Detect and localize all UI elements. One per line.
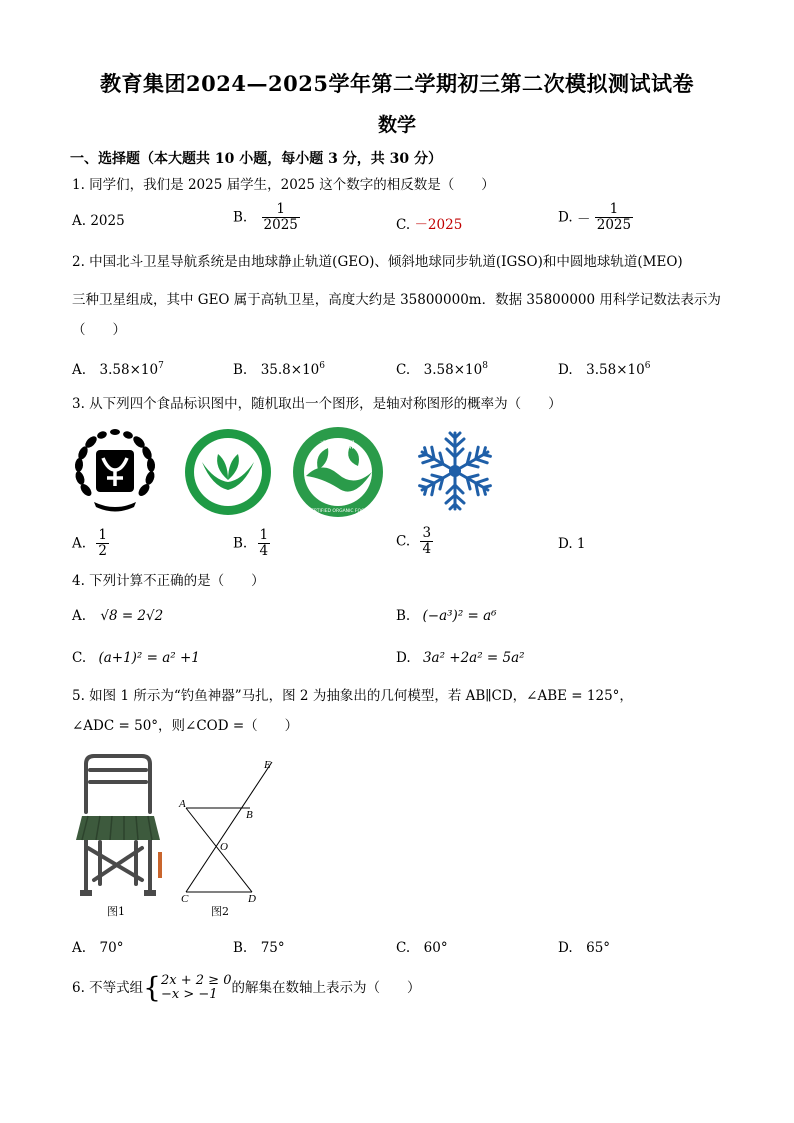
q5-option-b: B. 75°: [233, 940, 285, 956]
brace-symbol: {: [143, 971, 161, 1004]
denominator: 2025: [263, 217, 298, 233]
q2-option-c: [396, 358, 488, 378]
organic-logo-text: 有机食品: [319, 441, 357, 451]
numerator: 1: [98, 527, 107, 543]
question-5-line2: ∠ADC = 50°，则∠COD =（ ）: [72, 718, 299, 734]
q3-option-c: [396, 526, 433, 557]
option-text: B. 35.8×10: [233, 362, 320, 378]
option-text: D. 3.58×10: [558, 362, 645, 378]
denominator: 2025: [596, 217, 632, 233]
q4-option-b: [396, 608, 497, 624]
q2-option-a: [72, 358, 164, 378]
question-6-stem: [72, 971, 421, 1004]
fraction: [262, 202, 300, 233]
point-label-e: E: [264, 759, 271, 771]
food-logo-wreath-icon: [72, 428, 158, 514]
folding-stool-photo-icon: [72, 752, 164, 902]
q3-option-d: D. 1: [558, 536, 586, 552]
option-label: C.: [396, 217, 411, 233]
option-label: C.: [396, 533, 411, 550]
option-label: D.: [396, 650, 411, 666]
exponent: 7: [158, 361, 164, 371]
option-text: A. 3.58×10: [72, 362, 159, 378]
numerator: 1: [259, 527, 269, 543]
organic-food-logo-icon: [292, 426, 384, 518]
exponent: 6: [319, 361, 325, 371]
q1-option-d: [558, 202, 633, 233]
q1-option-c: [396, 213, 462, 233]
subject-title: 数学: [377, 114, 416, 136]
question-2-line3: （ ）: [72, 322, 126, 338]
geometry-figure-2: [172, 752, 282, 904]
numerator: 1: [262, 202, 300, 218]
question-2-line1: 2. 中国北斗卫星导航系统是由地球静止轨道(GEO)、倾斜地球同步轨道(IGSO)和中圆地球轨道(MEO): [72, 254, 683, 270]
q5-option-a: A. 70°: [72, 940, 124, 956]
option-label: B.: [233, 535, 248, 552]
q2-option-d: [558, 358, 650, 378]
section-heading: 一、选择题（本大题共 10 小题，每小题 3 分，共 30 分）: [70, 151, 442, 167]
option-expression: (−a³)² = a⁶: [422, 608, 497, 624]
option-label: A.: [72, 535, 87, 552]
point-label-a: A: [179, 798, 186, 810]
option-label: B.: [233, 209, 248, 226]
fraction: [595, 202, 633, 233]
q5-option-c: C. 60°: [396, 940, 448, 956]
option-text: C. 3.58×10: [396, 362, 483, 378]
option-label: D.: [558, 209, 573, 226]
snowflake-logo-icon: [412, 428, 498, 514]
point-label-c: C: [181, 893, 189, 904]
exponent: 8: [482, 361, 488, 371]
organic-logo-ring-text: CERTIFIED ORGANIC FOOD: [307, 509, 369, 514]
numerator: 3: [422, 525, 432, 541]
q5-option-d: D. 65°: [558, 940, 611, 956]
denominator: 4: [422, 541, 432, 557]
question-5-line1: 5. 如图 1 所示为“钓鱼神器”马扎，图 2 为抽象出的几何模型，若 AB∥CD，∠ABE = 125°，: [72, 688, 633, 704]
q6-prefix: 6. 不等式组: [72, 980, 144, 996]
minus-sign: －: [576, 211, 591, 228]
option-expression: √8 = 2√2: [100, 608, 164, 624]
question-4-stem: 4. 下列计算不正确的是（ ）: [72, 573, 265, 589]
fraction: [420, 526, 433, 557]
inequality-2: −x > −1: [161, 987, 218, 1002]
question-1-stem: 1. 同学们，我们是 2025 届学生，2025 这个数字的相反数是（ ）: [72, 177, 495, 193]
point-label-b: B: [246, 809, 253, 821]
option-label: C.: [72, 650, 87, 666]
point-label-d: D: [248, 893, 256, 904]
option-label: B.: [396, 608, 411, 624]
q1-option-b: [233, 202, 300, 233]
option-expression: (a+1)² = a² +1: [98, 650, 200, 666]
fraction: [96, 528, 109, 559]
q4-option-c: [72, 650, 200, 666]
q1-option-a: A. 2025: [72, 213, 125, 229]
inequality-1: 2x + 2 ≥ 0: [161, 973, 232, 988]
q2-option-b: [233, 358, 325, 378]
q4-option-a: [72, 608, 163, 624]
q3-option-a: [72, 528, 109, 559]
q6-suffix: 的解集在数轴上表示为（ ）: [231, 980, 421, 996]
q4-option-d: [396, 650, 525, 666]
option-label: A.: [72, 608, 87, 624]
green-food-logo-icon: [184, 428, 272, 516]
option-expression: 3a² +2a² = 5a²: [422, 650, 525, 666]
point-label-o: O: [220, 841, 228, 853]
option-value: －2025: [414, 217, 463, 233]
figure-2-caption: 图2: [211, 905, 229, 918]
question-2-line2: 三种卫星组成，其中 GEO 属于高轨卫星，高度大约是 35800000m．数据 35800000 用科学记数法表示为: [72, 292, 721, 308]
numerator: 1: [595, 202, 633, 218]
denominator: 4: [259, 543, 269, 559]
exam-title: 教育集团2024—2025学年第二学期初三第二次模拟测试试卷: [100, 71, 694, 96]
figure-1-caption: 图1: [107, 905, 125, 918]
exponent: 6: [644, 361, 651, 371]
denominator: 2: [98, 543, 107, 559]
fraction: [258, 528, 271, 559]
question-3-stem: 3. 从下列四个食品标识图中，随机取出一个图形，是轴对称图形的概率为（ ）: [72, 396, 562, 412]
inequality-system: [161, 974, 231, 1002]
q3-option-b: [233, 528, 270, 559]
